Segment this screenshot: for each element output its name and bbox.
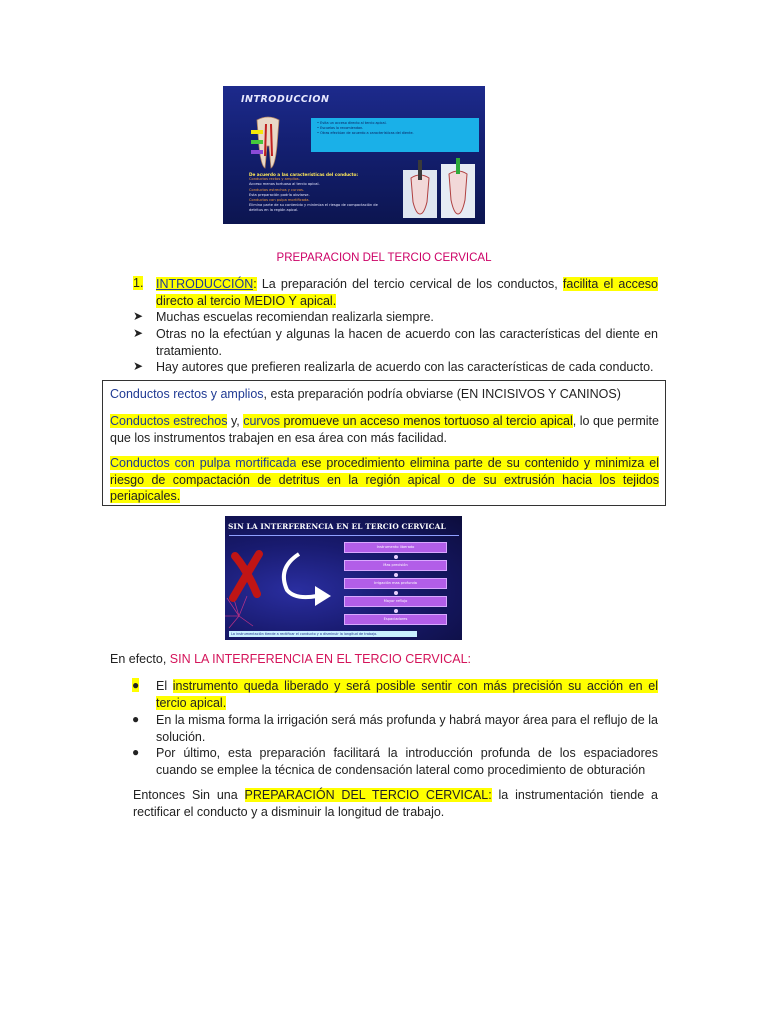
effect-lead: En efecto, [110,652,170,666]
slide1-sub-text [249,172,399,214]
document-title: PREPARACION DEL TERCIO CERVICAL [276,252,492,264]
dot-bullet-icon: ● [132,745,140,759]
cross-and-arrow-icon [225,538,343,630]
dot-bullet-icon: ● [132,712,140,726]
box-label-curvos: curvos [243,414,281,428]
slide2-step-dot [394,591,398,595]
box-paragraph-3 [110,455,659,505]
box-highlight-2: promueve un acceso menos tortuoso al tercio apical [280,414,573,428]
box-label-rectos: Conductos rectos y amplios [110,387,264,401]
slide2-step-dot [394,609,398,613]
slide1-sub-line: Acceso menos tortuoso al tercio apical. [249,182,320,187]
box-label-mortificada: Conductos con pulpa mortificada [110,456,297,470]
arrow-bullet-text: Hay autores que prefieren realizarla de acuerdo con las características de cada conducto. [156,360,654,374]
slide2-step: Espaciadores [344,614,447,625]
intro-paragraph [156,276,658,309]
dot-bullet-text: El instrumento queda liberado y será posible sentir con más precisión su acción en el tercio apical. [156,679,658,710]
slide2-step: Instrumento liberado [344,542,447,553]
dot-bullet-text: En la misma forma la irrigación será más profunda y habrá mayor área para el reflujo de la solución. [156,713,658,744]
closing-heading: PREPARACIÓN DEL TERCIO CERVICAL: [244,788,492,802]
slide1-sub-line: Elimina parte de su contenido y minimiza el riesgo de compactación de [249,203,378,208]
closing-text: la instrumentación tiende a rectificar el conducto y a disminuir la longitud de trabajo. [133,788,658,819]
intro-colon: : [253,277,257,291]
intro-highlight: facilita el acceso directo al tercio MEDIO Y apical. [156,277,658,308]
slide1-bullet: • Otras efectúan de acuerdo a características del diente. [317,131,473,136]
arrow-bullet-text: Otras no la efectúan y algunas la hacen de acuerdo con las características del diente en tratamiento. [156,327,658,358]
introduccion-slide-image [223,86,485,224]
slide2-divider [229,535,459,536]
dot-bullet-icon: ● [132,678,140,692]
box-highlight-3: ese procedimiento elimina parte de su contenido y minimiza el riesgo de compactación de detritus en la región apical o de su extrusión hacia los tejidos periapicales. [110,456,659,503]
box-text-2: , lo que permite que los instrumentos trabajen en esa área con más facilidad. [110,414,659,445]
slide1-sub-line: Conductos con pulpa mortificada. [249,198,310,203]
slide1-sub-line: detritus en la región apical. [249,208,299,213]
closing-lead: Entonces Sin una [133,788,245,802]
intro-text: La preparación del tercio cervical de los conductos, [256,277,563,291]
slide2-step: Mayor reflujo [344,596,447,607]
effect-heading-line [110,652,471,666]
closing-paragraph [133,787,658,820]
slide2-step-dot [394,555,398,559]
slide2-title: SIN LA INTERFERENCIA EN EL TERCIO CERVICAL [228,522,446,531]
slide2-step: Mas precisión [344,560,447,571]
slide1-sub-heading: De acuerdo a las características del conducto: [249,172,359,177]
intro-number: 1. [133,276,144,290]
slide1-sub-line: Conductos rectos y amplios. [249,177,300,182]
box-text-1: esta preparación podría obviarse (EN INCISIVOS Y CANINOS) [267,387,621,401]
tooth-illustration-icon [251,116,285,170]
conductos-box [102,380,666,506]
interferencia-slide-image [225,516,462,640]
slide2-step-dot [394,573,398,577]
slide2-footer: La instrumentación tiende a rectificar el conducto y a disminuir la longitud de trabajo. [229,631,417,637]
slide1-sub-line: Esta preparación podría obviarse. [249,192,310,197]
effect-heading: SIN LA INTERFERENCIA EN EL TERCIO CERVICAL: [169,652,472,666]
box-label-estrechos: Conductos estrechos [110,414,228,428]
xray-images-icon [403,158,475,220]
arrow-bullet-icon: ➤ [133,309,144,323]
intro-heading: INTRODUCCIÓN [156,277,254,291]
slide1-sub-line: Conductos estrechos y curvos. [249,187,305,192]
box-paragraph-1: Conductos rectos y amplios, esta preparación podría obviarse (EN INCISIVOS Y CANINOS) [110,387,621,401]
slide1-title: INTRODUCCION [241,94,330,105]
slide1-bullet: • Escuelas lo recomiendan. [317,126,473,131]
arrow-bullet-text: Muchas escuelas recomiendan realizarla siempre. [156,310,434,324]
dot-bullet-text: Por último, esta preparación facilitará la introducción profunda de los espaciadores cuando se emplee la técnica de condensación lateral como procedimiento de obturación [156,746,658,777]
slide1-bullet-box [311,118,479,152]
arrow-bullet-icon: ➤ [133,359,144,373]
slide2-step: Irrigación mas profunda [344,578,447,589]
slide1-bullet: • Evita un acceso directo al tercio apical. [317,121,473,126]
arrow-bullet-icon: ➤ [133,326,144,340]
box-paragraph-2: Conductos estrechos y, curvos promueve un acceso menos tortuoso al tercio apical, lo que permite que los instrumentos trabajen en esa área con más facilidad. [110,414,659,445]
